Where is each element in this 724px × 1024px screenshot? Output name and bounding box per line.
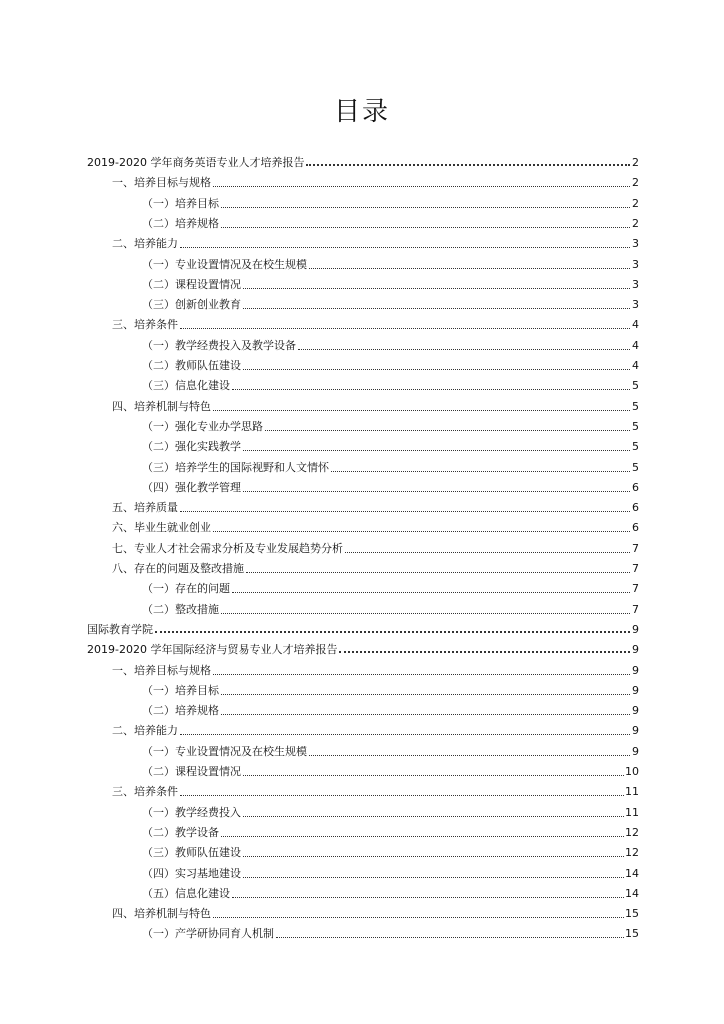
toc-dot-leader (232, 592, 630, 593)
toc-entry-page-number: 5 (632, 460, 639, 474)
toc-entry[interactable] (112, 172, 639, 190)
toc-entry[interactable] (112, 781, 639, 799)
toc-entry-page-number: 9 (632, 663, 639, 677)
toc-entry-title: 三、培养条件 (112, 318, 178, 332)
toc-entry-page-number: 3 (632, 237, 639, 251)
toc-entry-page-number: 7 (632, 562, 639, 575)
toc-entry-title: （三）教师队伍建设 (142, 846, 241, 860)
toc-entry-title: 六、毕业生就业创业 (112, 521, 211, 535)
toc-entry[interactable] (142, 457, 639, 475)
toc-dot-leader (243, 450, 630, 451)
toc-entry-title: （一）产学研协同育人机制 (142, 927, 274, 941)
toc-dot-leader (180, 795, 624, 796)
toc-entry[interactable] (112, 558, 639, 576)
toc-dot-leader (213, 410, 630, 411)
toc-entry[interactable] (142, 355, 639, 373)
toc-entry[interactable] (142, 883, 639, 901)
toc-entry[interactable] (142, 842, 639, 860)
toc-entry[interactable] (112, 517, 639, 535)
toc-entry[interactable] (112, 233, 639, 251)
toc-entry[interactable] (142, 822, 639, 840)
toc-entry-title: 五、培养质量 (112, 501, 178, 515)
toc-entry[interactable] (112, 396, 639, 414)
toc-entry-title: 三、培养条件 (112, 785, 178, 799)
toc-entry-page-number: 6 (632, 501, 639, 515)
toc-entry[interactable] (112, 538, 639, 556)
toc-entry-title: 二、培养能力 (112, 237, 178, 251)
toc-entry-page-number: 14 (625, 866, 639, 880)
toc-entry-page-number: 9 (632, 724, 639, 738)
toc-entry-title: （二）培养规格 (142, 704, 219, 718)
toc-entry[interactable] (142, 700, 639, 718)
toc-dot-leader (331, 471, 630, 472)
toc-entry[interactable] (142, 802, 639, 820)
toc-entry-page-number: 7 (632, 541, 639, 555)
toc-entry[interactable] (112, 660, 639, 678)
toc-entry[interactable] (142, 741, 639, 759)
toc-dot-leader (243, 288, 630, 289)
toc-entry-title: （二）教师队伍建设 (142, 359, 241, 372)
toc-entry-title: （二）教学设备 (142, 825, 219, 839)
toc-entry-page-number: 10 (625, 765, 639, 778)
toc-entry-page-number: 3 (632, 277, 639, 291)
toc-dot-leader (221, 836, 624, 837)
toc-entry-title: （一）强化专业办学思路 (142, 419, 263, 433)
toc-entry-title: （四）强化教学管理 (142, 480, 241, 494)
toc-dot-leader (243, 877, 624, 878)
toc-entry-title: 一、培养目标与规格 (112, 663, 211, 677)
toc-dot-leader (221, 714, 630, 715)
toc-dot-leader (243, 775, 624, 776)
toc-entry-page-number: 4 (632, 359, 639, 372)
toc-entry-page-number: 15 (625, 907, 639, 921)
toc-entry[interactable] (142, 680, 639, 698)
toc-entry-page-number: 11 (625, 805, 639, 819)
toc-dot-leader (155, 631, 630, 633)
toc-entry-title: （一）教学经费投入 (142, 805, 241, 819)
toc-entry[interactable] (142, 193, 639, 211)
toc-entry-title: （一）培养目标 (142, 196, 219, 210)
toc-entry[interactable] (142, 274, 639, 292)
toc-entry-page-number: 2 (632, 156, 639, 169)
toc-entry-page-number: 12 (625, 846, 639, 860)
toc-entry[interactable] (87, 619, 639, 637)
toc-entry-page-number: 2 (632, 216, 639, 230)
toc-entry-title: （一）专业设置情况及在校生规模 (142, 257, 307, 271)
toc-entry-title: 七、专业人才社会需求分析及专业发展趋势分析 (112, 541, 343, 555)
toc-entry[interactable] (112, 497, 639, 515)
toc-entry[interactable] (142, 761, 639, 779)
toc-entry[interactable] (87, 639, 639, 657)
toc-entry-page-number: 3 (632, 298, 639, 312)
toc-entry[interactable] (87, 152, 639, 170)
toc-entry[interactable] (142, 416, 639, 434)
toc-entry-page-number: 5 (632, 379, 639, 393)
toc-dot-leader (276, 937, 624, 938)
toc-entry-title: （二）课程设置情况 (142, 277, 241, 291)
toc-entry-title: 四、培养机制与特色 (112, 399, 211, 413)
toc-entry-title: 2019-2020 学年商务英语专业人才培养报告 (87, 156, 305, 169)
toc-entry[interactable] (142, 578, 639, 596)
toc-dot-leader (180, 247, 630, 248)
toc-dot-leader (243, 308, 630, 309)
toc-dot-leader (309, 268, 630, 269)
toc-entry-page-number: 9 (632, 704, 639, 718)
toc-entry-page-number: 5 (632, 419, 639, 433)
toc-entry-page-number: 9 (632, 744, 639, 758)
toc-entry-title: （二）培养规格 (142, 216, 219, 230)
toc-entry-title: （二）整改措施 (142, 602, 219, 616)
toc-entry-page-number: 9 (632, 622, 639, 636)
toc-dot-leader (180, 734, 630, 735)
toc-entry-title: （二）课程设置情况 (142, 765, 241, 778)
toc-entry-title: 四、培养机制与特色 (112, 907, 211, 921)
toc-entry[interactable] (112, 314, 639, 332)
toc-entry[interactable] (142, 294, 639, 312)
toc-entry-title: 一、培养目标与规格 (112, 176, 211, 190)
toc-dot-leader (213, 531, 630, 532)
toc-entry[interactable] (142, 863, 639, 881)
toc-entry-page-number: 3 (632, 257, 639, 271)
toc-entry-page-number: 6 (632, 521, 639, 535)
toc-entry-page-number: 9 (632, 683, 639, 697)
toc-entry-page-number: 4 (632, 318, 639, 332)
toc-dot-leader (243, 491, 630, 492)
toc-dot-leader (339, 651, 630, 653)
toc-dot-leader (213, 917, 624, 918)
toc-dot-leader (345, 552, 630, 553)
toc-entry-title: 2019-2020 学年国际经济与贸易专业人才培养报告 (87, 643, 338, 657)
toc-dot-leader (180, 328, 630, 329)
toc-dot-leader (265, 430, 630, 431)
toc-dot-leader (246, 572, 630, 573)
toc-entry-title: 二、培养能力 (112, 724, 178, 738)
toc-dot-leader (221, 613, 630, 614)
toc-entry-title: 八、存在的问题及整改措施 (112, 562, 244, 575)
toc-entry-page-number: 9 (632, 643, 639, 657)
toc-entry[interactable] (142, 254, 639, 272)
toc-entry-page-number: 7 (632, 582, 639, 596)
toc-dot-leader (306, 164, 630, 166)
toc-entry-page-number: 2 (632, 196, 639, 210)
toc-entry-title: 国际教育学院 (87, 622, 153, 636)
toc-dot-leader (232, 389, 630, 390)
toc-entry-title: （五）信息化建设 (142, 886, 230, 900)
toc-entry-page-number: 15 (625, 927, 639, 941)
toc-dot-leader (221, 207, 630, 208)
toc-entry-page-number: 11 (625, 785, 639, 799)
toc-entry-title: （二）强化实践教学 (142, 440, 241, 454)
toc-entry-title: （一）专业设置情况及在校生规模 (142, 744, 307, 758)
toc-entry-page-number: 6 (632, 480, 639, 494)
toc-entry-page-number: 4 (632, 338, 639, 352)
toc-dot-leader (213, 186, 630, 187)
toc-entry-title: （三）培养学生的国际视野和人文情怀 (142, 460, 329, 474)
toc-entry-page-number: 7 (632, 602, 639, 616)
toc-entry[interactable] (142, 599, 639, 617)
toc-dot-leader (232, 897, 624, 898)
toc-entry[interactable] (142, 375, 639, 393)
toc-entry[interactable] (112, 720, 639, 738)
toc-dot-leader (243, 856, 624, 857)
toc-entry-title: （四）实习基地建设 (142, 866, 241, 880)
toc-dot-leader (180, 511, 630, 512)
toc-entry-title: （一）教学经费投入及教学设备 (142, 338, 296, 352)
toc-dot-leader (221, 227, 630, 228)
toc-entry[interactable] (142, 436, 639, 454)
toc-entry-title: （一）存在的问题 (142, 582, 230, 596)
toc-entry-page-number: 5 (632, 440, 639, 454)
toc-entry[interactable] (112, 903, 639, 921)
toc-dot-leader (298, 349, 630, 350)
toc-entry-title: （三）信息化建设 (142, 379, 230, 393)
toc-entry-page-number: 12 (625, 825, 639, 839)
page-title: 目录 (333, 97, 390, 127)
toc-entry[interactable] (142, 335, 639, 353)
toc-entry-page-number: 14 (625, 886, 639, 900)
toc-entry-page-number: 5 (632, 399, 639, 413)
toc-dot-leader (309, 755, 630, 756)
toc-entry[interactable] (142, 477, 639, 495)
toc-entry[interactable] (142, 923, 639, 941)
toc-entry[interactable] (142, 213, 639, 231)
toc-dot-leader (221, 694, 630, 695)
toc-entry-title: （一）培养目标 (142, 683, 219, 697)
toc-entry-title: （三）创新创业教育 (142, 298, 241, 312)
toc-entry-page-number: 2 (632, 176, 639, 190)
toc-dot-leader (243, 369, 630, 370)
toc-dot-leader (243, 816, 624, 817)
toc-dot-leader (213, 674, 630, 675)
